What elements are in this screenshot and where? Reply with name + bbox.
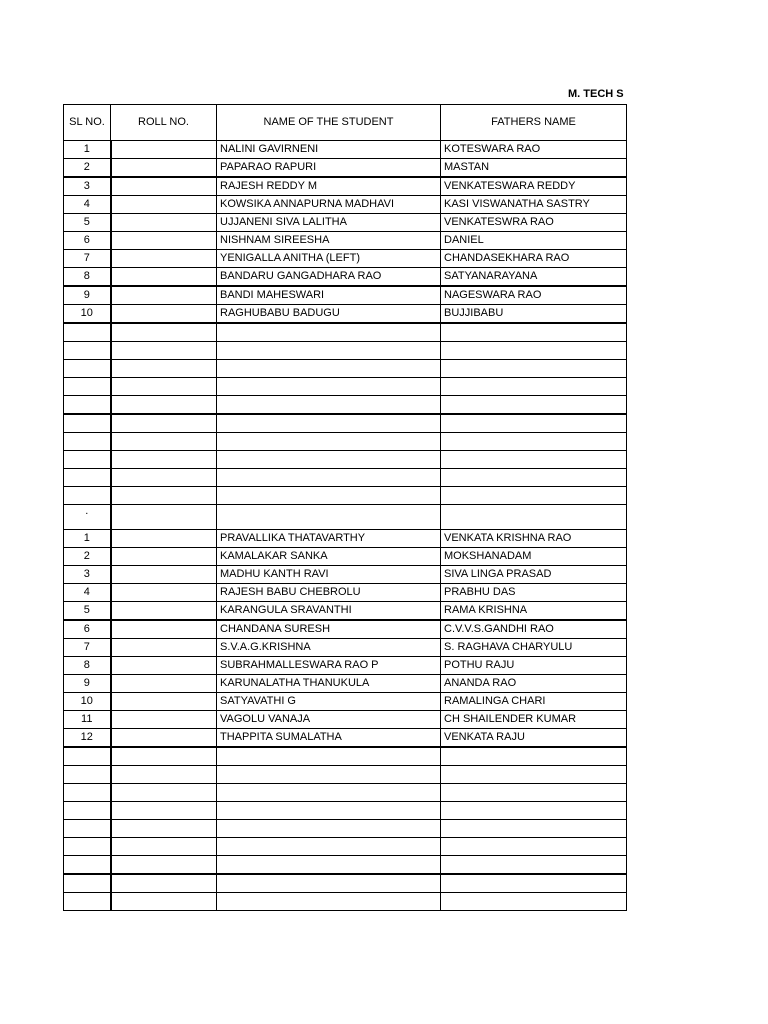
roll-no-cell bbox=[111, 342, 217, 360]
student-name-cell: S.V.A.G.KRISHNA bbox=[217, 639, 441, 657]
table-row bbox=[64, 360, 627, 378]
fathers-name-cell: C.V.V.S.GANDHI RAO bbox=[441, 620, 627, 639]
student-name-cell bbox=[217, 396, 441, 415]
table-row bbox=[64, 342, 627, 360]
table-row bbox=[64, 305, 627, 324]
table-row bbox=[64, 469, 627, 487]
student-name-cell bbox=[217, 323, 441, 342]
fathers-name-cell: SATYANARAYANA bbox=[441, 268, 627, 287]
fathers-name-cell bbox=[441, 414, 627, 433]
student-name-cell: SATYAVATHI G bbox=[217, 693, 441, 711]
fathers-name-cell: MOKSHANADAM bbox=[441, 548, 627, 566]
table-body bbox=[64, 141, 627, 911]
fathers-name-cell: POTHU RAJU bbox=[441, 657, 627, 675]
table-row bbox=[64, 856, 627, 875]
roll-no-cell bbox=[111, 196, 217, 214]
roll-no-cell bbox=[111, 414, 217, 433]
table-row bbox=[64, 820, 627, 838]
sl-cell: 7 bbox=[64, 250, 111, 268]
fathers-name-cell bbox=[441, 874, 627, 893]
sl-cell bbox=[64, 874, 111, 893]
fathers-name-cell: VENKATESWRA RAO bbox=[441, 214, 627, 232]
table-row bbox=[64, 657, 627, 675]
student-name-cell: YENIGALLA ANITHA (LEFT) bbox=[217, 250, 441, 268]
roll-no-cell bbox=[111, 250, 217, 268]
table-row bbox=[64, 505, 627, 530]
table-row bbox=[64, 414, 627, 433]
fathers-name-cell: SIVA LINGA PRASAD bbox=[441, 566, 627, 584]
student-name-cell: RAJESH REDDY M bbox=[217, 177, 441, 196]
table-row bbox=[64, 451, 627, 469]
student-name-cell bbox=[217, 856, 441, 875]
fathers-name-cell: KOTESWARA RAO bbox=[441, 141, 627, 159]
document-title: M. TECH S bbox=[568, 88, 624, 100]
student-name-cell: THAPPITA SUMALATHA bbox=[217, 729, 441, 748]
roll-no-cell bbox=[111, 693, 217, 711]
sl-cell bbox=[64, 820, 111, 838]
student-table bbox=[63, 104, 627, 911]
fathers-name-cell: RAMALINGA CHARI bbox=[441, 693, 627, 711]
student-name-cell bbox=[217, 820, 441, 838]
sl-cell: 6 bbox=[64, 232, 111, 250]
roll-no-cell bbox=[111, 487, 217, 505]
student-name-cell bbox=[217, 784, 441, 802]
student-name-cell bbox=[217, 433, 441, 451]
roll-no-cell bbox=[111, 548, 217, 566]
table-row bbox=[64, 566, 627, 584]
student-name-cell bbox=[217, 838, 441, 856]
sl-cell: 12 bbox=[64, 729, 111, 748]
fathers-name-cell: NAGESWARA RAO bbox=[441, 286, 627, 305]
table-row bbox=[64, 838, 627, 856]
sl-cell: 3 bbox=[64, 177, 111, 196]
roll-no-cell bbox=[111, 286, 217, 305]
roll-no-cell bbox=[111, 657, 217, 675]
roll-no-cell bbox=[111, 159, 217, 178]
table-row bbox=[64, 729, 627, 748]
student-name-cell: BANDARU GANGADHARA RAO bbox=[217, 268, 441, 287]
sl-cell bbox=[64, 747, 111, 766]
table-row bbox=[64, 268, 627, 287]
student-name-cell bbox=[217, 505, 441, 530]
sl-cell: 6 bbox=[64, 620, 111, 639]
sl-cell: 5 bbox=[64, 602, 111, 621]
roll-no-cell bbox=[111, 802, 217, 820]
table-row bbox=[64, 378, 627, 396]
student-name-cell: MADHU KANTH RAVI bbox=[217, 566, 441, 584]
sl-cell bbox=[64, 802, 111, 820]
sl-cell bbox=[64, 360, 111, 378]
student-name-cell bbox=[217, 342, 441, 360]
sl-cell: 10 bbox=[64, 693, 111, 711]
roll-no-cell bbox=[111, 874, 217, 893]
fathers-name-cell: VENKATESWARA REDDY bbox=[441, 177, 627, 196]
roll-no-cell bbox=[111, 566, 217, 584]
fathers-name-cell: CH SHAILENDER KUMAR bbox=[441, 711, 627, 729]
table-row bbox=[64, 784, 627, 802]
roll-no-cell bbox=[111, 711, 217, 729]
table-row bbox=[64, 693, 627, 711]
student-name-cell: SUBRAHMALLESWARA RAO P bbox=[217, 657, 441, 675]
fathers-name-cell bbox=[441, 433, 627, 451]
fathers-name-cell bbox=[441, 747, 627, 766]
sl-cell bbox=[64, 342, 111, 360]
roll-no-cell bbox=[111, 675, 217, 693]
fathers-name-cell bbox=[441, 396, 627, 415]
sl-cell: 3 bbox=[64, 566, 111, 584]
roll-no-cell bbox=[111, 856, 217, 875]
student-name-cell: RAJESH BABU CHEBROLU bbox=[217, 584, 441, 602]
header-roll-no: ROLL NO. bbox=[111, 105, 217, 141]
fathers-name-cell: VENKATA KRISHNA RAO bbox=[441, 530, 627, 548]
sl-cell: 4 bbox=[64, 196, 111, 214]
student-name-cell bbox=[217, 487, 441, 505]
sl-cell: 2 bbox=[64, 159, 111, 178]
student-name-cell: KARANGULA SRAVANTHI bbox=[217, 602, 441, 621]
roll-no-cell bbox=[111, 584, 217, 602]
table-row bbox=[64, 802, 627, 820]
sl-cell: 8 bbox=[64, 268, 111, 287]
roll-no-cell bbox=[111, 232, 217, 250]
table-row bbox=[64, 639, 627, 657]
table-row bbox=[64, 548, 627, 566]
fathers-name-cell: S. RAGHAVA CHARYULU bbox=[441, 639, 627, 657]
student-name-cell bbox=[217, 451, 441, 469]
table-row bbox=[64, 159, 627, 178]
table-row bbox=[64, 602, 627, 621]
sl-cell: . bbox=[64, 505, 111, 530]
table-row bbox=[64, 747, 627, 766]
student-name-cell: UJJANENI SIVA LALITHA bbox=[217, 214, 441, 232]
table-row bbox=[64, 893, 627, 911]
roll-no-cell bbox=[111, 360, 217, 378]
student-name-cell bbox=[217, 802, 441, 820]
header-sl-no: SL NO. bbox=[64, 105, 111, 141]
fathers-name-cell bbox=[441, 820, 627, 838]
student-name-cell bbox=[217, 874, 441, 893]
student-name-cell: KAMALAKAR SANKA bbox=[217, 548, 441, 566]
roll-no-cell bbox=[111, 505, 217, 530]
sl-cell: 7 bbox=[64, 639, 111, 657]
roll-no-cell bbox=[111, 784, 217, 802]
sl-cell: 4 bbox=[64, 584, 111, 602]
student-name-cell bbox=[217, 469, 441, 487]
sl-cell: 8 bbox=[64, 657, 111, 675]
table-row bbox=[64, 196, 627, 214]
roll-no-cell bbox=[111, 729, 217, 748]
sl-cell bbox=[64, 856, 111, 875]
table-row bbox=[64, 250, 627, 268]
student-name-cell bbox=[217, 747, 441, 766]
header-student-name: NAME OF THE STUDENT bbox=[217, 105, 441, 141]
roll-no-cell bbox=[111, 820, 217, 838]
sl-cell: 9 bbox=[64, 675, 111, 693]
sl-cell: 1 bbox=[64, 530, 111, 548]
fathers-name-cell bbox=[441, 766, 627, 784]
roll-no-cell bbox=[111, 433, 217, 451]
student-name-cell: PAPARAO RAPURI bbox=[217, 159, 441, 178]
fathers-name-cell bbox=[441, 451, 627, 469]
table-row bbox=[64, 323, 627, 342]
student-name-cell: BANDI MAHESWARI bbox=[217, 286, 441, 305]
sl-cell bbox=[64, 433, 111, 451]
fathers-name-cell bbox=[441, 342, 627, 360]
roll-no-cell bbox=[111, 177, 217, 196]
fathers-name-cell bbox=[441, 360, 627, 378]
table-row bbox=[64, 232, 627, 250]
fathers-name-cell: MASTAN bbox=[441, 159, 627, 178]
table-row bbox=[64, 874, 627, 893]
table-row bbox=[64, 766, 627, 784]
fathers-name-cell bbox=[441, 893, 627, 911]
student-name-cell: VAGOLU VANAJA bbox=[217, 711, 441, 729]
fathers-name-cell: ANANDA RAO bbox=[441, 675, 627, 693]
fathers-name-cell: BUJJIBABU bbox=[441, 305, 627, 324]
student-name-cell bbox=[217, 893, 441, 911]
sl-cell: 5 bbox=[64, 214, 111, 232]
table-row bbox=[64, 177, 627, 196]
table-row bbox=[64, 286, 627, 305]
table-row bbox=[64, 620, 627, 639]
fathers-name-cell bbox=[441, 487, 627, 505]
student-name-cell bbox=[217, 360, 441, 378]
fathers-name-cell: PRABHU DAS bbox=[441, 584, 627, 602]
roll-no-cell bbox=[111, 620, 217, 639]
table-row bbox=[64, 396, 627, 415]
roll-no-cell bbox=[111, 602, 217, 621]
fathers-name-cell bbox=[441, 378, 627, 396]
sl-cell bbox=[64, 451, 111, 469]
student-name-cell: CHANDANA SURESH bbox=[217, 620, 441, 639]
roll-no-cell bbox=[111, 530, 217, 548]
roll-no-cell bbox=[111, 766, 217, 784]
sl-cell: 11 bbox=[64, 711, 111, 729]
student-name-cell bbox=[217, 766, 441, 784]
roll-no-cell bbox=[111, 451, 217, 469]
header-fathers-name: FATHERS NAME bbox=[441, 105, 627, 141]
table-row bbox=[64, 487, 627, 505]
sl-cell bbox=[64, 396, 111, 415]
table-row bbox=[64, 141, 627, 159]
roll-no-cell bbox=[111, 838, 217, 856]
roll-no-cell bbox=[111, 893, 217, 911]
student-name-cell bbox=[217, 378, 441, 396]
sl-cell: 9 bbox=[64, 286, 111, 305]
sl-cell: 2 bbox=[64, 548, 111, 566]
sl-cell: 10 bbox=[64, 305, 111, 324]
roll-no-cell bbox=[111, 305, 217, 324]
table-row bbox=[64, 584, 627, 602]
student-name-cell: NISHNAM SIREESHA bbox=[217, 232, 441, 250]
table-row bbox=[64, 711, 627, 729]
roll-no-cell bbox=[111, 469, 217, 487]
header-row bbox=[64, 105, 627, 141]
roll-no-cell bbox=[111, 396, 217, 415]
fathers-name-cell bbox=[441, 505, 627, 530]
sl-cell bbox=[64, 838, 111, 856]
sl-cell bbox=[64, 378, 111, 396]
fathers-name-cell: KASI VISWANATHA SASTRY bbox=[441, 196, 627, 214]
sl-cell bbox=[64, 893, 111, 911]
student-name-cell: RAGHUBABU BADUGU bbox=[217, 305, 441, 324]
student-name-cell bbox=[217, 414, 441, 433]
sl-cell bbox=[64, 784, 111, 802]
sl-cell: 1 bbox=[64, 141, 111, 159]
fathers-name-cell: CHANDASEKHARA RAO bbox=[441, 250, 627, 268]
student-name-cell: KOWSIKA ANNAPURNA MADHAVI bbox=[217, 196, 441, 214]
sl-cell bbox=[64, 766, 111, 784]
roll-no-cell bbox=[111, 268, 217, 287]
fathers-name-cell bbox=[441, 323, 627, 342]
fathers-name-cell: DANIEL bbox=[441, 232, 627, 250]
sl-cell bbox=[64, 414, 111, 433]
roll-no-cell bbox=[111, 141, 217, 159]
student-name-cell: KARUNALATHA THANUKULA bbox=[217, 675, 441, 693]
roll-no-cell bbox=[111, 323, 217, 342]
roll-no-cell bbox=[111, 639, 217, 657]
roll-no-cell bbox=[111, 214, 217, 232]
sl-cell bbox=[64, 487, 111, 505]
fathers-name-cell bbox=[441, 802, 627, 820]
roll-no-cell bbox=[111, 747, 217, 766]
sl-cell bbox=[64, 469, 111, 487]
table-row bbox=[64, 675, 627, 693]
fathers-name-cell bbox=[441, 469, 627, 487]
student-name-cell: PRAVALLIKA THATAVARTHY bbox=[217, 530, 441, 548]
fathers-name-cell bbox=[441, 784, 627, 802]
fathers-name-cell bbox=[441, 856, 627, 875]
student-name-cell: NALINI GAVIRNENI bbox=[217, 141, 441, 159]
table-row bbox=[64, 433, 627, 451]
sl-cell bbox=[64, 323, 111, 342]
table-row bbox=[64, 530, 627, 548]
roll-no-cell bbox=[111, 378, 217, 396]
fathers-name-cell: VENKATA RAJU bbox=[441, 729, 627, 748]
fathers-name-cell bbox=[441, 838, 627, 856]
fathers-name-cell: RAMA KRISHNA bbox=[441, 602, 627, 621]
table-row bbox=[64, 214, 627, 232]
